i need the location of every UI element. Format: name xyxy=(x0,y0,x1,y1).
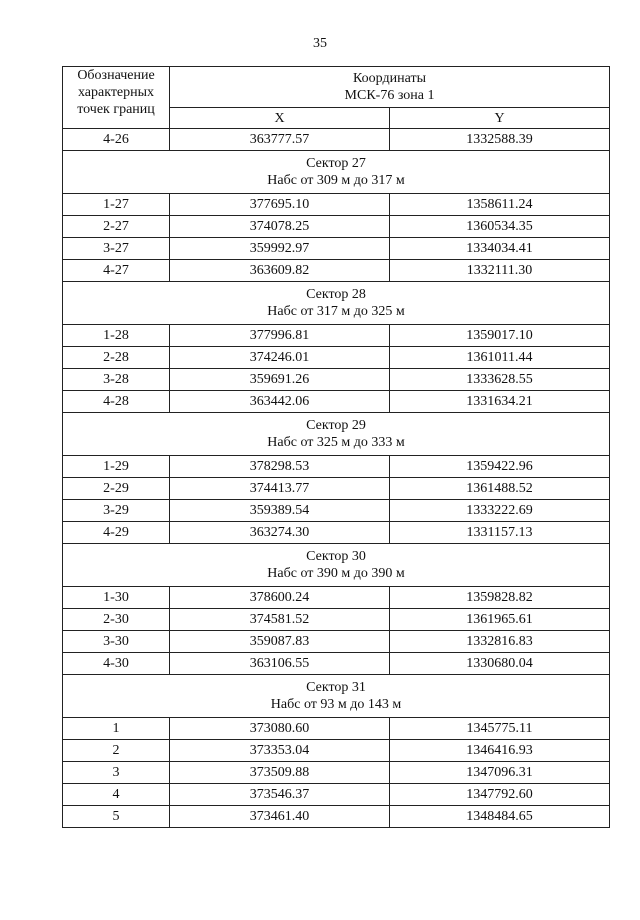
point-id-cell: 4-26 xyxy=(63,129,170,151)
y-coordinate-cell: 1332588.39 xyxy=(390,129,610,151)
y-coordinate-cell: 1359828.82 xyxy=(390,587,610,609)
sector-title: Сектор 31 xyxy=(306,680,366,695)
x-coordinate-cell: 359389.54 xyxy=(170,500,390,522)
point-id-cell: 4 xyxy=(63,784,170,806)
point-id-cell: 1 xyxy=(63,718,170,740)
x-coordinate-cell: 373509.88 xyxy=(170,762,390,784)
point-id-cell: 2-30 xyxy=(63,609,170,631)
sector-height-range: Набс от 325 м до 333 м xyxy=(267,435,405,450)
table-header xyxy=(63,67,610,129)
table-row xyxy=(63,260,610,282)
y-coordinate-cell: 1331157.13 xyxy=(390,522,610,544)
table-row xyxy=(63,718,610,740)
sector-title: Сектор 30 xyxy=(306,549,366,564)
point-id-cell: 3 xyxy=(63,762,170,784)
point-id-cell: 3-29 xyxy=(63,500,170,522)
y-coordinate-cell: 1358611.24 xyxy=(390,194,610,216)
table-row xyxy=(63,456,610,478)
coordinates-header xyxy=(170,67,610,108)
coords-header-line-1: Координаты xyxy=(353,71,426,86)
sector-heading xyxy=(63,413,610,456)
x-coordinate-cell: 374413.77 xyxy=(170,478,390,500)
sector-heading xyxy=(63,544,610,587)
table-row xyxy=(63,369,610,391)
x-coordinate-cell: 377996.81 xyxy=(170,325,390,347)
sector-height-range: Набс от 390 м до 390 м xyxy=(267,566,405,581)
sector-heading xyxy=(63,282,610,325)
point-header-line-3: точек границ xyxy=(77,102,155,117)
y-coordinate-cell: 1333222.69 xyxy=(390,500,610,522)
point-id-cell: 1-28 xyxy=(63,325,170,347)
y-coordinate-cell: 1330680.04 xyxy=(390,653,610,675)
x-coordinate-cell: 373546.37 xyxy=(170,784,390,806)
point-id-cell: 2 xyxy=(63,740,170,762)
x-coordinate-cell: 363609.82 xyxy=(170,260,390,282)
point-id-cell: 2-29 xyxy=(63,478,170,500)
point-id-cell: 4-30 xyxy=(63,653,170,675)
sector-height-range: Набс от 309 м до 317 м xyxy=(267,173,405,188)
y-coordinate-cell: 1332816.83 xyxy=(390,631,610,653)
y-coordinate-cell: 1361965.61 xyxy=(390,609,610,631)
y-coordinate-cell: 1361011.44 xyxy=(390,347,610,369)
x-coordinate-cell: 378298.53 xyxy=(170,456,390,478)
y-coordinate-cell: 1333628.55 xyxy=(390,369,610,391)
table-row xyxy=(63,216,610,238)
point-id-cell: 4-28 xyxy=(63,391,170,413)
x-coordinate-cell: 373461.40 xyxy=(170,806,390,828)
x-coordinate-cell: 363106.55 xyxy=(170,653,390,675)
point-id-cell: 5 xyxy=(63,806,170,828)
x-coordinate-cell: 374581.52 xyxy=(170,609,390,631)
sector-height-range: Набс от 317 м до 325 м xyxy=(267,304,405,319)
x-coordinate-cell: 359992.97 xyxy=(170,238,390,260)
sector-height-range: Набс от 93 м до 143 м xyxy=(270,697,402,712)
x-column-header: X xyxy=(170,108,390,129)
point-id-cell: 1-27 xyxy=(63,194,170,216)
y-coordinate-cell: 1359017.10 xyxy=(390,325,610,347)
table-row xyxy=(63,609,610,631)
x-coordinate-cell: 359691.26 xyxy=(170,369,390,391)
y-coordinate-cell: 1360534.35 xyxy=(390,216,610,238)
point-id-cell: 3-30 xyxy=(63,631,170,653)
y-coordinate-cell: 1347792.60 xyxy=(390,784,610,806)
table-row xyxy=(63,587,610,609)
x-coordinate-cell: 363274.30 xyxy=(170,522,390,544)
y-coordinate-cell: 1361488.52 xyxy=(390,478,610,500)
y-coordinate-cell: 1359422.96 xyxy=(390,456,610,478)
coordinates-table xyxy=(62,66,610,828)
sector-heading xyxy=(63,675,610,718)
y-coordinate-cell: 1334034.41 xyxy=(390,238,610,260)
y-column-header: Y xyxy=(390,108,610,129)
table-body xyxy=(63,129,610,828)
x-coordinate-cell: 377695.10 xyxy=(170,194,390,216)
x-coordinate-cell: 374246.01 xyxy=(170,347,390,369)
sector-heading xyxy=(63,151,610,194)
sector-row xyxy=(63,282,610,325)
table-row xyxy=(63,194,610,216)
point-id-cell: 3-27 xyxy=(63,238,170,260)
point-header-line-2: характерных xyxy=(77,85,155,100)
point-id-cell: 1-29 xyxy=(63,456,170,478)
sector-row xyxy=(63,413,610,456)
table-row xyxy=(63,522,610,544)
x-coordinate-cell: 378600.24 xyxy=(170,587,390,609)
x-coordinate-cell: 373353.04 xyxy=(170,740,390,762)
point-id-cell: 3-28 xyxy=(63,369,170,391)
point-id-cell: 1-30 xyxy=(63,587,170,609)
y-coordinate-cell: 1332111.30 xyxy=(390,260,610,282)
x-coordinate-cell: 359087.83 xyxy=(170,631,390,653)
table-row xyxy=(63,500,610,522)
sector-title: Сектор 29 xyxy=(306,418,366,433)
x-coordinate-cell: 363777.57 xyxy=(170,129,390,151)
y-coordinate-cell: 1348484.65 xyxy=(390,806,610,828)
table-row xyxy=(63,478,610,500)
table-row xyxy=(63,325,610,347)
x-coordinate-cell: 373080.60 xyxy=(170,718,390,740)
y-coordinate-cell: 1347096.31 xyxy=(390,762,610,784)
sector-title: Сектор 28 xyxy=(306,287,366,302)
sector-row xyxy=(63,675,610,718)
point-id-cell: 2-28 xyxy=(63,347,170,369)
table-row xyxy=(63,129,610,151)
point-designation-header xyxy=(63,67,170,129)
y-coordinate-cell: 1331634.21 xyxy=(390,391,610,413)
x-coordinate-cell: 363442.06 xyxy=(170,391,390,413)
sector-row xyxy=(63,544,610,587)
table-row xyxy=(63,631,610,653)
point-id-cell: 2-27 xyxy=(63,216,170,238)
coords-header-line-2: МСК-76 зона 1 xyxy=(344,88,435,103)
sector-title: Сектор 27 xyxy=(306,156,366,171)
table-row xyxy=(63,784,610,806)
table-row xyxy=(63,391,610,413)
point-id-cell: 4-29 xyxy=(63,522,170,544)
table-row xyxy=(63,653,610,675)
table-row xyxy=(63,740,610,762)
page-number: 35 xyxy=(313,36,327,51)
point-id-cell: 4-27 xyxy=(63,260,170,282)
table-row xyxy=(63,806,610,828)
table-row xyxy=(63,238,610,260)
table-row xyxy=(63,762,610,784)
y-coordinate-cell: 1345775.11 xyxy=(390,718,610,740)
sector-row xyxy=(63,151,610,194)
table-row xyxy=(63,347,610,369)
y-coordinate-cell: 1346416.93 xyxy=(390,740,610,762)
x-coordinate-cell: 374078.25 xyxy=(170,216,390,238)
point-header-line-1: Обозначение xyxy=(77,68,155,83)
